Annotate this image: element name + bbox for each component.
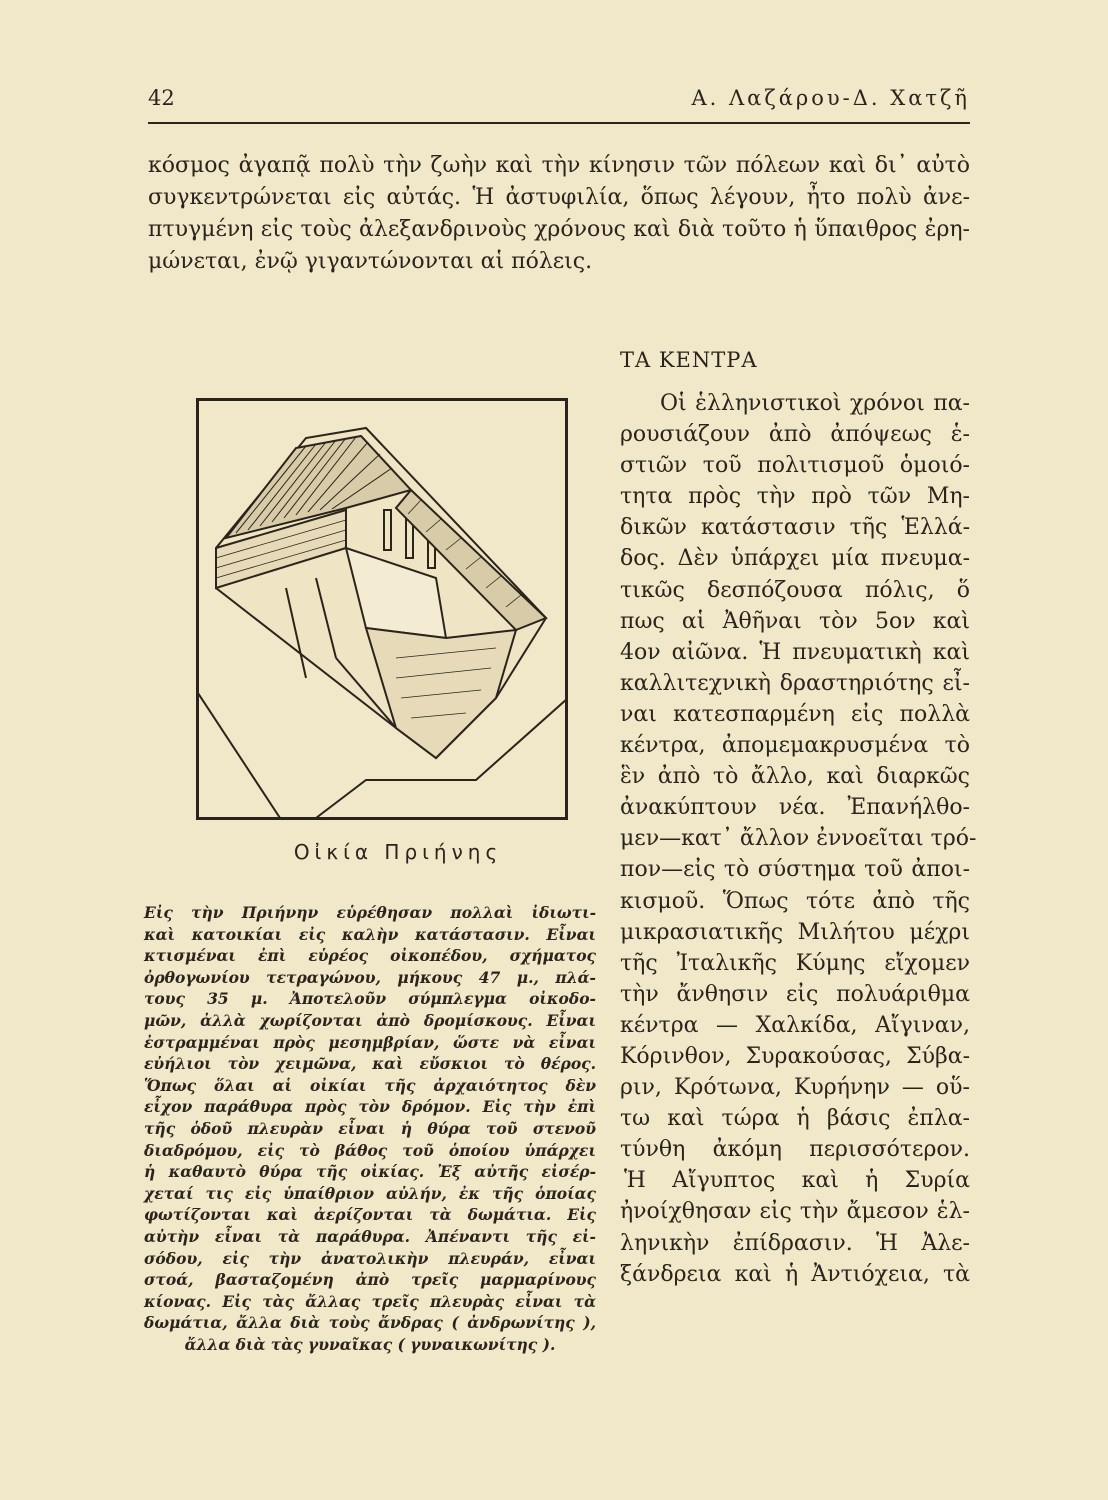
body-line: δος. Δὲν ὑπάρχει μία πνευμα-	[620, 546, 970, 572]
body-line: μικρασιατικῆς Μιλήτου μέχρι	[620, 919, 970, 945]
caption-line: φωτίζονται καὶ ἀερίζονται τὰ δωμάτια. Εἰς	[144, 1205, 596, 1225]
intro-line: μώνεται, ἐνῷ γιγαντώνονται αἱ πόλεις.	[148, 249, 593, 274]
body-line: 4ον αἰῶνα. Ἡ πνευματικὴ καὶ	[620, 639, 970, 665]
section-body	[620, 388, 977, 1290]
caption-line: καὶ κατοικίαι εἰς καλὴν κατάστασιν. Εἶναι	[144, 924, 596, 944]
body-line: καλλιτεχνικὴ δραστηριότης εἶ-	[620, 670, 970, 696]
caption-line: ἡ καθαυτὸ θύρα τῆς οἰκίας. Ἐξ αὐτῆς εἰσέρ-	[144, 1162, 596, 1182]
page-header	[148, 86, 970, 120]
caption-line: διαδρόμου, εἰς τὸ βάθος τοῦ ὁποίου ὑπάρχει	[144, 1140, 596, 1160]
body-line: ληνικὴν ἐπίδρασιν. Ἡ Ἀλε-	[620, 1230, 970, 1256]
caption-line: εἶχον παράθυρα πρὸς τὸν δρόμον. Εἰς τὴν ἐπὶ	[144, 1097, 596, 1117]
caption-line: τῆς ὁδοῦ πλευρὰν εἶναι ἡ θύρα τοῦ στενοῦ	[144, 1118, 596, 1138]
priene-house-drawing	[196, 398, 568, 820]
body-line: τῆς Ἰταλικῆς Κύμης εἴχομεν	[620, 950, 970, 976]
body-line: πον—εἰς τὸ σύστημα τοῦ ἀποι-	[620, 857, 970, 883]
caption-line: δωμάτια, ἄλλα διὰ τοὺς ἄνδρας ( ἀνδρωνίτης ),	[144, 1313, 596, 1333]
header-rule	[148, 122, 970, 124]
running-head: Α. Λαζάρου-Δ. Χατζῆ	[691, 86, 970, 110]
body-line: δικῶν κατάστασιν τῆς Ἑλλά-	[620, 515, 970, 541]
body-line: ἀνακύπτουν νέα. Ἐπανήλθο-	[620, 795, 970, 821]
caption-line: Εἰς τὴν Πριήνην εὑρέθησαν πολλαὶ ἰδιωτι-	[144, 903, 596, 922]
body-line: τω καὶ τώρα ἡ βάσις ἐπλα-	[620, 1106, 970, 1132]
body-line: Κόρινθον, Συρακούσας, Σύβα-	[620, 1043, 970, 1069]
body-line: ρουσιάζουν ἀπὸ ἀπόψεως ἑ-	[620, 422, 970, 448]
caption-line: κίονας. Εἰς τὰς ἄλλας τρεῖς πλευρὰς εἶναι τὰ	[144, 1291, 596, 1311]
body-line: κισμοῦ. Ὅπως τότε ἀπὸ τῆς	[620, 888, 970, 914]
caption-line: χεταί τις εἰς ὑπαίθριον αὐλήν, ἐκ τῆς ὁποίας	[144, 1183, 596, 1203]
figure-title: Οἰκία Πριήνης	[293, 840, 503, 864]
body-line: τικῶς δεσπόζουσα πόλις, ὅ	[620, 577, 970, 603]
caption-line: σόδου, εἰς τὴν ἀνατολικὴν πλευράν, εἶναι	[144, 1248, 596, 1268]
caption-line: ὀρθογωνίου τετραγώνου, μήκους 47 μ., πλά-	[144, 967, 596, 987]
body-line: τὴν ἄνθησιν εἰς πολυάριθμα	[620, 981, 970, 1007]
intro-line: κόσμος ἀγαπᾷ πολὺ τὴν ζωὴν καὶ τὴν κίνησιν τῶν πόλεων καὶ δι᾽ αὐτὸ	[148, 153, 970, 178]
body-line: ξάνδρεια καὶ ἡ Ἀντιόχεια, τὰ	[620, 1261, 970, 1287]
body-line: Ἡ Αἴγυπτος καὶ ἡ Συρία	[624, 1168, 970, 1194]
body-line: ἠνοίχθησαν εἰς τὴν ἄμεσον ἑλ-	[620, 1199, 970, 1225]
caption-line: στοά, βασταζομένη ἀπὸ τρεῖς μαρμαρίνους	[144, 1270, 596, 1290]
body-line: ἓν ἀπὸ τὸ ἄλλο, καὶ διαρκῶς	[620, 764, 970, 790]
page-number: 42	[148, 86, 175, 110]
intro-line: συγκεντρώνεται εἰς αὐτάς. Ἡ ἀστυφιλία, ὅπως λέγουν, ἦτο πολὺ ἀνε-	[148, 185, 970, 210]
body-line: στιῶν τοῦ πολιτισμοῦ ὁμοιό-	[620, 453, 970, 479]
intro-paragraph	[148, 150, 970, 278]
body-line: κέντρα, ἀπομεμακρυσμένα τὸ	[620, 733, 970, 759]
caption-line: ἄλλα διὰ τὰς γυναῖκας ( γυναικωνίτης ).	[184, 1334, 556, 1354]
body-line: Οἱ ἑλληνιστικοὶ χρόνοι πα-	[660, 391, 970, 416]
caption-line: τους 35 μ. Ἀποτελοῦν σύμπλεγμα οἰκοδο-	[144, 989, 596, 1009]
body-line: ριν, Κρότωνα, Κυρήνην — οὕ-	[620, 1075, 970, 1101]
caption-line: αὐτὴν εἶναι τὰ παράθυρα. Ἀπέναντι τῆς εἰ-	[144, 1226, 596, 1246]
caption-line: ἐστραμμέναι πρὸς μεσημβρίαν, ὥστε νὰ εἶναι	[144, 1032, 596, 1052]
caption-line: Ὅπως ὅλαι αἱ οἰκίαι τῆς ἀρχαιότητος δὲν	[144, 1075, 596, 1095]
caption-line: μῶν, ἀλλὰ χωρίζονται ἀπὸ δρομίσκους. Εἶναι	[144, 1010, 596, 1030]
body-line: ναι κατεσπαρμένη εἰς πολλὰ	[620, 701, 970, 727]
body-line: πως αἱ Ἀθῆναι τὸν 5ον καὶ	[620, 608, 970, 634]
intro-line: πτυγμένη εἰς τοὺς ἀλεξανδρινοὺς χρόνους καὶ διὰ τοῦτο ἡ ὕπαιθρος ἐρη-	[148, 217, 970, 242]
section-heading: ΤΑ ΚΕΝΤΡΑ	[620, 348, 758, 372]
body-line: τητα πρὸς τὴν πρὸ τῶν Μη-	[620, 484, 970, 510]
body-line: τύνθη ἀκόμη περισσότερον.	[620, 1137, 970, 1163]
body-line: μεν—κατ᾽ ἄλλον ἐννοεῖται τρό-	[620, 826, 977, 852]
caption-line: εὐήλιοι τὸν χειμῶνα, καὶ εὔσκιοι τὸ θέρος.	[144, 1054, 596, 1074]
body-line: κέντρα — Χαλκίδα, Αἴγιναν,	[620, 1012, 970, 1038]
caption-line: κτισμέναι ἐπὶ εὑρέος οἰκοπέδου, σχήματος	[144, 946, 596, 966]
figure-caption	[144, 902, 596, 1355]
house-illustration	[196, 398, 568, 820]
